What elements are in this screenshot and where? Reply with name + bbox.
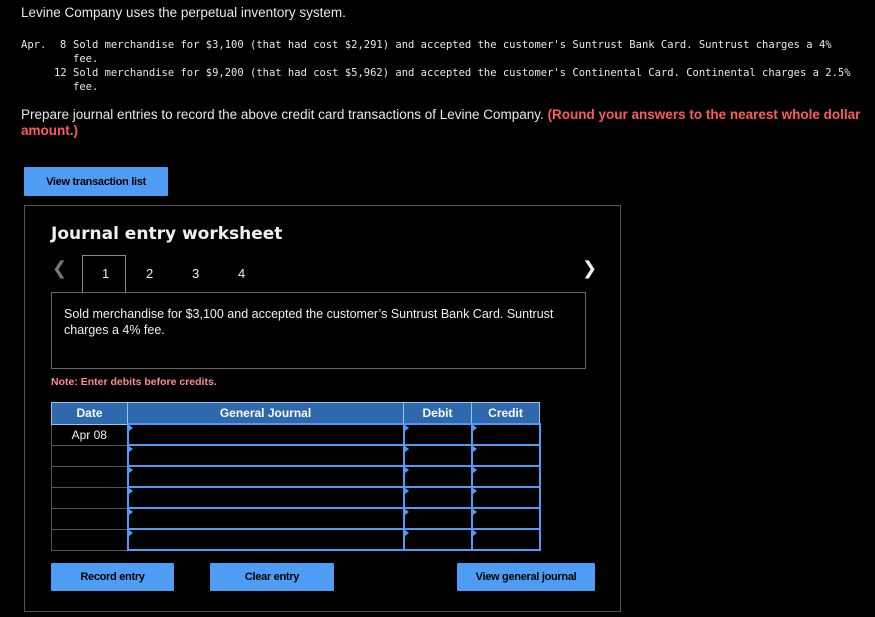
transaction-line: Sold merchandise for $9,200 (that had cost $5,962) and accepted the customer's Continental Card. Continental charges a 2.5% [73, 67, 851, 79]
clear-entry-button[interactable]: Clear entry [210, 563, 334, 591]
account-input[interactable] [128, 466, 404, 487]
credit-input[interactable] [472, 487, 540, 508]
tab-3[interactable]: 3 [192, 266, 200, 281]
debit-input[interactable] [404, 466, 472, 487]
tab-4[interactable]: 4 [238, 266, 246, 281]
transaction-line: Sold merchandise for $3,100 (that had cost $2,291) and accepted the customer's Suntrust Bank Card. Suntrust charges a 4% [73, 39, 832, 51]
worksheet-title: Journal entry worksheet [51, 224, 283, 244]
debits-note: Note: Enter debits before credits. [51, 376, 217, 388]
debit-input[interactable] [404, 487, 472, 508]
entry-description: Sold merchandise for $3,100 and accepted the customer’s Suntrust Bank Card. Suntrust charges a 4% fee. [51, 292, 586, 369]
tab-2[interactable]: 2 [146, 266, 154, 281]
transaction-month: Apr. [21, 39, 47, 51]
date-cell [52, 466, 128, 487]
credit-input[interactable] [472, 445, 540, 466]
table-row [52, 508, 540, 529]
table-row [52, 445, 540, 466]
account-input[interactable] [128, 508, 404, 529]
date-header: Date [52, 403, 128, 425]
table-row [52, 487, 540, 508]
debit-input[interactable] [404, 529, 472, 550]
view-transaction-list-button[interactable]: View transaction list [24, 167, 168, 196]
account-input[interactable] [128, 529, 404, 550]
credit-input[interactable] [472, 466, 540, 487]
transaction-day: 8 [60, 39, 67, 51]
account-input[interactable] [128, 487, 404, 508]
debit-header: Debit [404, 403, 472, 425]
journal-worksheet-panel [24, 205, 621, 612]
debit-input[interactable] [404, 424, 472, 445]
account-input[interactable] [128, 445, 404, 466]
credit-input[interactable] [472, 424, 540, 445]
table-row [52, 529, 540, 550]
date-cell [52, 529, 128, 550]
instruction-text: Prepare journal entries to record the above credit card transactions of Levine Company. [21, 107, 544, 122]
table-row [52, 466, 540, 487]
instructions [21, 107, 861, 139]
credit-input[interactable] [472, 529, 540, 550]
rounding-note: (Round your answers to the nearest whole dollar amount.) [21, 107, 861, 138]
date-cell: Apr 08 [52, 424, 128, 445]
tab-1[interactable]: 1 [102, 266, 110, 281]
debit-input[interactable] [404, 445, 472, 466]
general-journal-header: General Journal [128, 403, 404, 425]
transaction-day: 12 [54, 67, 67, 79]
credit-input[interactable] [472, 508, 540, 529]
transaction-line: fee. [73, 81, 99, 93]
date-cell [52, 445, 128, 466]
credit-header: Credit [472, 403, 540, 425]
view-general-journal-button[interactable]: View general journal [457, 563, 595, 591]
transaction-line: fee. [73, 53, 99, 65]
record-entry-button[interactable]: Record entry [51, 563, 174, 591]
debit-input[interactable] [404, 508, 472, 529]
chevron-left-icon[interactable]: ❮ [52, 258, 68, 279]
chevron-right-icon[interactable]: ❯ [582, 258, 598, 279]
date-cell [52, 508, 128, 529]
table-row [52, 424, 540, 445]
problem-intro: Levine Company uses the perpetual inventory system. [21, 5, 346, 20]
journal-table [51, 402, 541, 551]
date-cell [52, 487, 128, 508]
account-input[interactable] [128, 424, 404, 445]
